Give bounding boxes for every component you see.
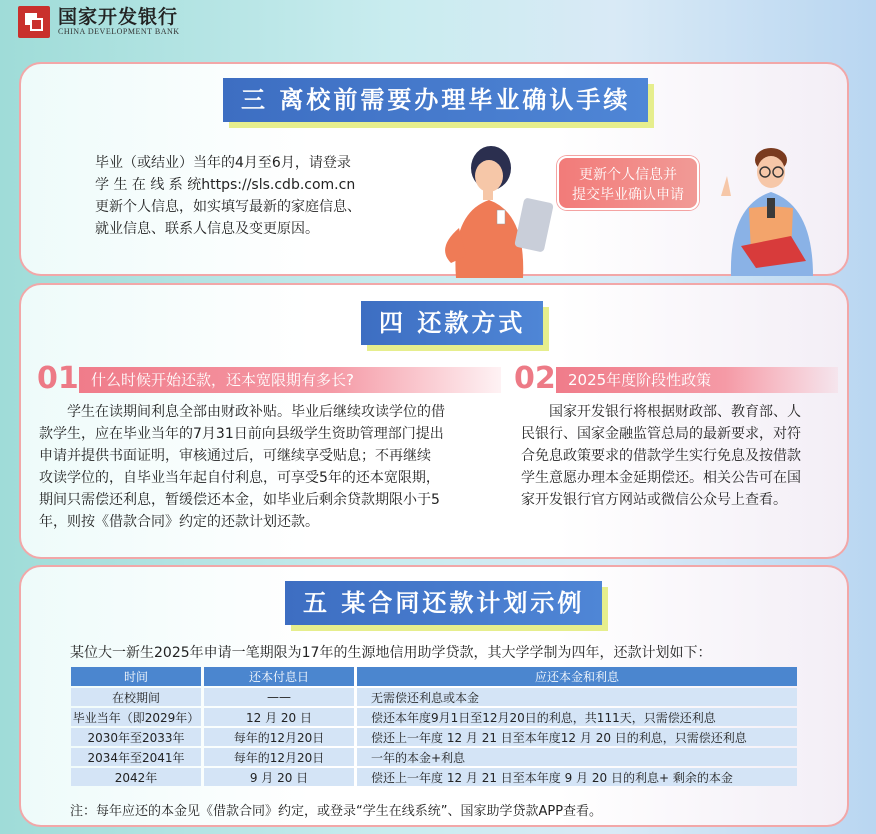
q1-line: 款学生，应在毕业当年的7月31日前向县级学生资助管理部门提出 bbox=[39, 426, 444, 442]
table-row bbox=[71, 688, 797, 706]
table-cell: 9 月 20 日 bbox=[204, 768, 354, 786]
table-cell: —— bbox=[204, 688, 354, 706]
table-cell: 2030年至2033年 bbox=[71, 728, 201, 746]
q2-line: 国家开发银行将根据财政部、教育部、人 bbox=[549, 404, 801, 420]
table-row bbox=[71, 748, 797, 766]
section3-title: 三 离校前需要办理毕业确认手续 bbox=[223, 78, 648, 122]
callout-update-info bbox=[557, 156, 699, 210]
q1-line: 申请并提供书面证明，审核通过后，可继续享受贴息；不再继续 bbox=[39, 448, 431, 464]
student-boy-illustration bbox=[701, 136, 831, 276]
table-row bbox=[71, 708, 797, 726]
q2-line: 家开发银行官方网站或微信公众号上查看。 bbox=[521, 492, 787, 508]
section-graduation-card bbox=[19, 62, 849, 276]
table-row bbox=[71, 728, 797, 746]
q1-line: 攻读学位的，自毕业当年起自付利息，可享受5年的还本宽限期， bbox=[39, 470, 440, 486]
q2-heading: 2025年度阶段性政策 bbox=[556, 367, 838, 393]
brand-name-en: CHINA DEVELOPMENT BANK bbox=[58, 27, 180, 36]
table-cell: 毕业当年（即2029年） bbox=[71, 708, 201, 726]
table-header-row bbox=[71, 667, 797, 686]
student-girl-illustration bbox=[411, 138, 561, 278]
repayment-table bbox=[68, 665, 800, 788]
table-cell: 2042年 bbox=[71, 768, 201, 786]
example-intro: 某位大一新生2025年申请一笔期限为17年的生源地信用助学贷款，其大学学制为四年，还款计划如下： bbox=[70, 645, 712, 661]
table-cell: 在校期间 bbox=[71, 688, 201, 706]
brand-logo bbox=[18, 6, 180, 38]
callout-line: 提交毕业确认申请 bbox=[572, 187, 684, 203]
q1-text bbox=[39, 401, 499, 533]
section3-line: 毕业（或结业）当年的4月至6月，请登录 bbox=[95, 155, 351, 171]
q2-line: 民银行、国家金融监管总局的最新要求，对符 bbox=[521, 426, 801, 442]
table-cell: 偿还上一年度 12 月 21 日至本年度12 月 20 日的利息，只需偿还利息 bbox=[357, 728, 797, 746]
section3-line: 学 生 在 线 系 统https://sls.cdb.com.cn bbox=[95, 177, 356, 193]
section3-text bbox=[95, 152, 361, 240]
q2-line: 学生意愿办理本金延期偿还。相关公告可在国 bbox=[521, 470, 801, 486]
footnote: 注：每年应还的本金见《借款合同》约定，或登录“学生在线系统”、国家助学贷款APP查看。 bbox=[70, 804, 603, 819]
q2-line: 合免息政策要求的借款学生实行免息及按借款 bbox=[521, 448, 801, 464]
callout-line: 更新个人信息并 bbox=[579, 167, 677, 183]
q2-number: 02 bbox=[514, 361, 556, 396]
cdb-logo-icon bbox=[18, 6, 50, 38]
section4-title: 四 还款方式 bbox=[361, 301, 543, 345]
table-cell: 偿还上一年度 12 月 21 日至本年度 9 月 20 日的利息+ 剩余的本金 bbox=[357, 768, 797, 786]
q1-number: 01 bbox=[37, 361, 79, 396]
table-cell: 每年的12月20日 bbox=[204, 748, 354, 766]
column-header: 应还本金和利息 bbox=[357, 667, 797, 686]
table-cell: 无需偿还利息或本金 bbox=[357, 688, 797, 706]
q2-text bbox=[521, 401, 841, 511]
section3-line: 更新个人信息，如实填写最新的家庭信息、 bbox=[95, 199, 361, 215]
section-repayment-card bbox=[19, 283, 849, 559]
table-cell: 一年的本金+利息 bbox=[357, 748, 797, 766]
brand-name-cn: 国家开发银行 bbox=[58, 6, 179, 28]
section5-title: 五 某合同还款计划示例 bbox=[285, 581, 602, 625]
column-header: 还本付息日 bbox=[204, 667, 354, 686]
q1-heading: 什么时候开始还款，还本宽限期有多长? bbox=[79, 367, 501, 393]
table-cell: 12 月 20 日 bbox=[204, 708, 354, 726]
q1-line: 期间只需偿还利息，暂缓偿还本金，如毕业后剩余贷款期限小于5 bbox=[39, 492, 440, 508]
q1-line: 学生在读期间利息全部由财政补贴。毕业后继续攻读学位的借 bbox=[67, 404, 445, 420]
table-cell: 2034年至2041年 bbox=[71, 748, 201, 766]
section3-line: 就业信息、联系人信息及变更原因。 bbox=[95, 221, 319, 237]
q1-line: 年，则按《借款合同》约定的还款计划还款。 bbox=[39, 514, 319, 530]
table-row bbox=[71, 768, 797, 786]
table-cell: 每年的12月20日 bbox=[204, 728, 354, 746]
column-header: 时间 bbox=[71, 667, 201, 686]
table-cell: 偿还本年度9月1日至12月20日的利息，共111天，只需偿还利息 bbox=[357, 708, 797, 726]
